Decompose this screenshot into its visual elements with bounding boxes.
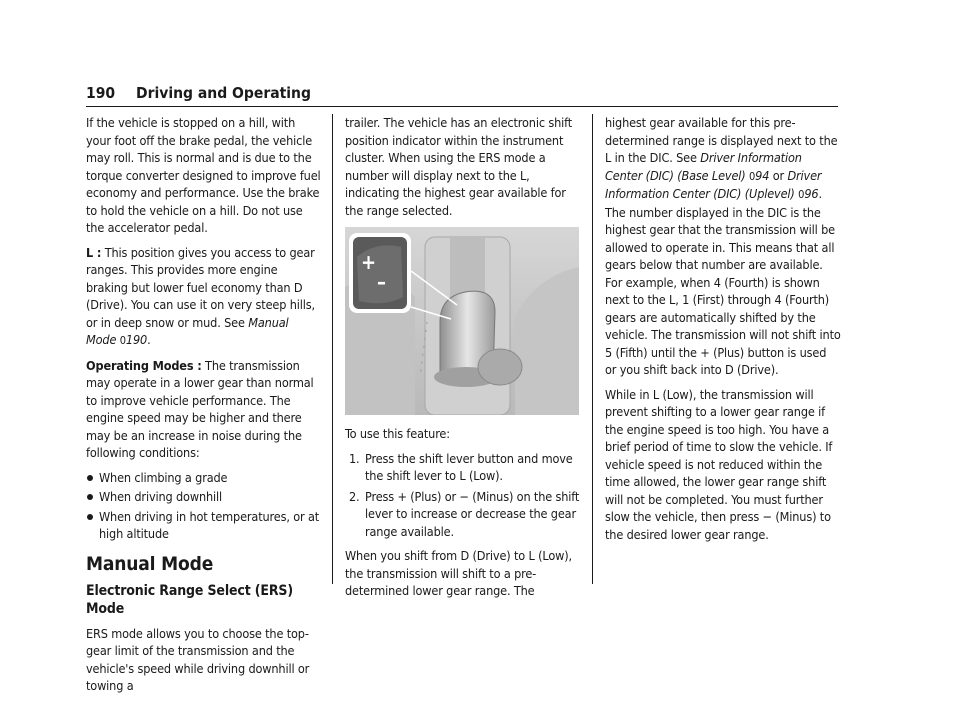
page-ref-number[interactable]: 96	[804, 186, 819, 201]
step-list	[345, 450, 581, 541]
column-3	[605, 114, 841, 550]
column-1	[86, 114, 322, 702]
paragraph-l-position: L : This position gives you access to gear ranges. This provides more engine braking but lower fuel economy than D (Drive). You can use it on very steep hills, or in deep snow or mud. See Manual Mode 0190.	[86, 244, 315, 347]
list-item: 1. Press the shift lever button and move the shift lever to L (Low).	[349, 450, 573, 483]
cross-reference-link[interactable]: Driver Information Center (DIC) (Uplevel)	[605, 167, 822, 201]
column-divider	[332, 114, 333, 584]
paragraph-operating-modes: Operating Modes : The transmission may operate in a lower gear than normal to improve vehicle performance. The engine speed may be higher and there may be an increase in noise during the following conditions:	[86, 357, 314, 460]
section-heading: Manual Mode	[86, 552, 214, 575]
column-divider	[592, 114, 593, 584]
paragraph: When you shift from D (Drive) to L (Low), the transmission will shift to a pre-determined lower gear range. The	[345, 548, 572, 598]
page-ref-icon: 0	[119, 334, 126, 347]
page-ref-number[interactable]: 94	[755, 167, 770, 183]
shift-lever-photo	[345, 227, 579, 415]
subsection-heading: Electronic Range Select (ERS) Mode	[86, 582, 293, 617]
list-item: When driving in hot temperatures, or at high altitude	[86, 508, 322, 543]
paragraph: While in L (Low), the transmission will prevent shifting to a lower gear range if the engine speed is too high. You have a brief period of time to slow the vehicle. If vehicle speed is not reduced within the time allowed, the lower gear range shift will not be completed. You must further slow the vehicle, then press − (Minus) to the desired lower gear range.	[605, 386, 833, 542]
list-item: When climbing a grade	[86, 469, 322, 487]
shift-lever-figure	[345, 227, 579, 415]
list-item: When driving downhill	[86, 488, 322, 506]
column-2	[345, 114, 581, 607]
page-header	[86, 84, 838, 107]
page-ref-icon: 0	[798, 188, 805, 201]
paragraph-dic: highest gear available for this pre-determined range is displayed next to the L in the DIC. See Driver Information Center (DIC) (Base Level) 094 or Driver Information Center (DIC) (Uplevel) 096. The number displayed in the DIC is the highest gear that the transmission will be allowed to operate in. This means that all gears below that number are available. For example, when 4 (Fourth) is shown next to the L, 1 (First) through 4 (Fourth) gears are automatically shifted by the vehicle. The transmission will not shift into 5 (Fifth) until the + (Plus) button is used or you shift back into D (Drive).	[605, 115, 841, 377]
minus-symbol: –	[377, 270, 386, 294]
page-number: 190	[86, 84, 116, 102]
cross-reference-link[interactable]: Manual Mode	[86, 314, 289, 347]
term-label: L :	[86, 244, 102, 260]
list-item: 2. Press + (Plus) or − (Minus) on the shift lever to increase or decrease the gear range available.	[349, 488, 580, 539]
page-ref-number[interactable]: 190	[125, 332, 148, 347]
paragraph: ERS mode allows you to choose the top-gear limit of the transmission and the vehicle's speed while driving downhill or towing a	[86, 625, 310, 693]
page-ref-icon: 0	[749, 169, 756, 183]
paragraph: To use this feature:	[345, 426, 450, 441]
cross-reference-link[interactable]: Driver Information Center (DIC) (Base Level)	[605, 150, 802, 183]
section-title: Driving and Operating	[136, 84, 311, 102]
paragraph: trailer. The vehicle has an electronic shift position indicator within the instrument cluster. When using the ERS mode a number will display next to the L, indicating the highest gear available for the range selected.	[345, 115, 573, 218]
plus-symbol: +	[361, 250, 376, 274]
bullet-list	[86, 469, 322, 543]
paragraph: If the vehicle is stopped on a hill, with your foot off the brake pedal, the vehicle may roll. This is normal and is due to the torque converter designed to improve fuel economy and performance. Use the brake to hold the vehicle on a hill. Do not use the accelerator pedal.	[86, 115, 321, 235]
term-label: Operating Modes :	[86, 357, 202, 373]
